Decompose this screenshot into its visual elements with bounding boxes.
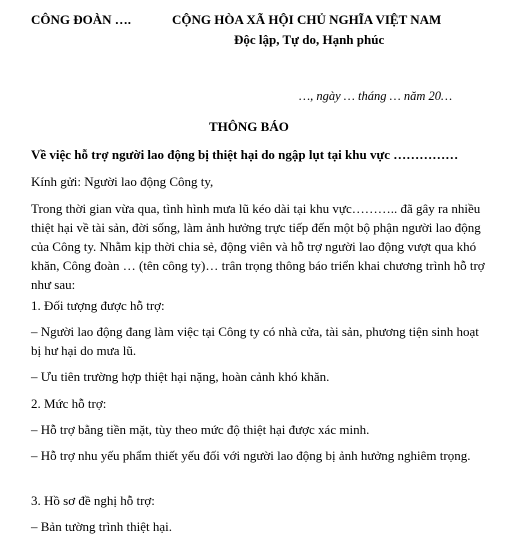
section-2-item-2: – Hỗ trợ nhu yếu phẩm thiết yếu đối với người lao động bị ảnh hưởng nghiêm trọng. [31,448,471,463]
section-3-item-1: – Bản tường trình thiệt hại. [31,519,173,534]
section-3-title: 3. Hồ sơ đề nghị hỗ trợ: [31,493,155,508]
section-2-title: 2. Mức hỗ trợ: [31,396,107,411]
republic-name: CỘNG HÒA XÃ HỘI CHỦ NGHĨA VIỆT NAM [172,12,442,27]
national-motto: Độc lập, Tự do, Hạnh phúc [234,32,385,47]
union-name: CÔNG ĐOÀN …. [31,12,132,27]
notice-subject: Về việc hỗ trợ người lao động bị thiệt hại do ngập lụt tại khu vực …………… [31,147,459,162]
intro-paragraph: Trong thời gian vừa qua, tình hình mưa lũ kéo dài tại khu vực……….. đã gây ra nhiều thiệt hại về tài sản, đời sống, làm ảnh hưởng trực tiếp đến một bộ phận người lao động của Công ty. Nhằm kịp thời chia sẻ, động viên và hỗ trợ người lao động vượt qua khó khăn, Công đoàn … (tên công ty)… trân trọng thông báo triển khai chương trình hỗ trợ như sau: [31,201,485,292]
section-1-title: 1. Đối tượng được hỗ trợ: [31,298,165,313]
notice-title: THÔNG BÁO [209,119,289,134]
document-date: …, ngày … tháng … năm 20… [299,89,453,103]
section-1-item-2: – Ưu tiên trường hợp thiệt hại nặng, hoàn cảnh khó khăn. [31,369,330,384]
greeting: Kính gửi: Người lao động Công ty, [31,174,214,189]
section-1-item-1: – Người lao động đang làm việc tại Công ty có nhà cửa, tài sản, phương tiện sinh hoạt bị hư hại do mưa lũ. [31,324,479,358]
section-2-item-1: – Hỗ trợ bằng tiền mặt, tùy theo mức độ thiệt hại được xác minh. [31,422,370,437]
